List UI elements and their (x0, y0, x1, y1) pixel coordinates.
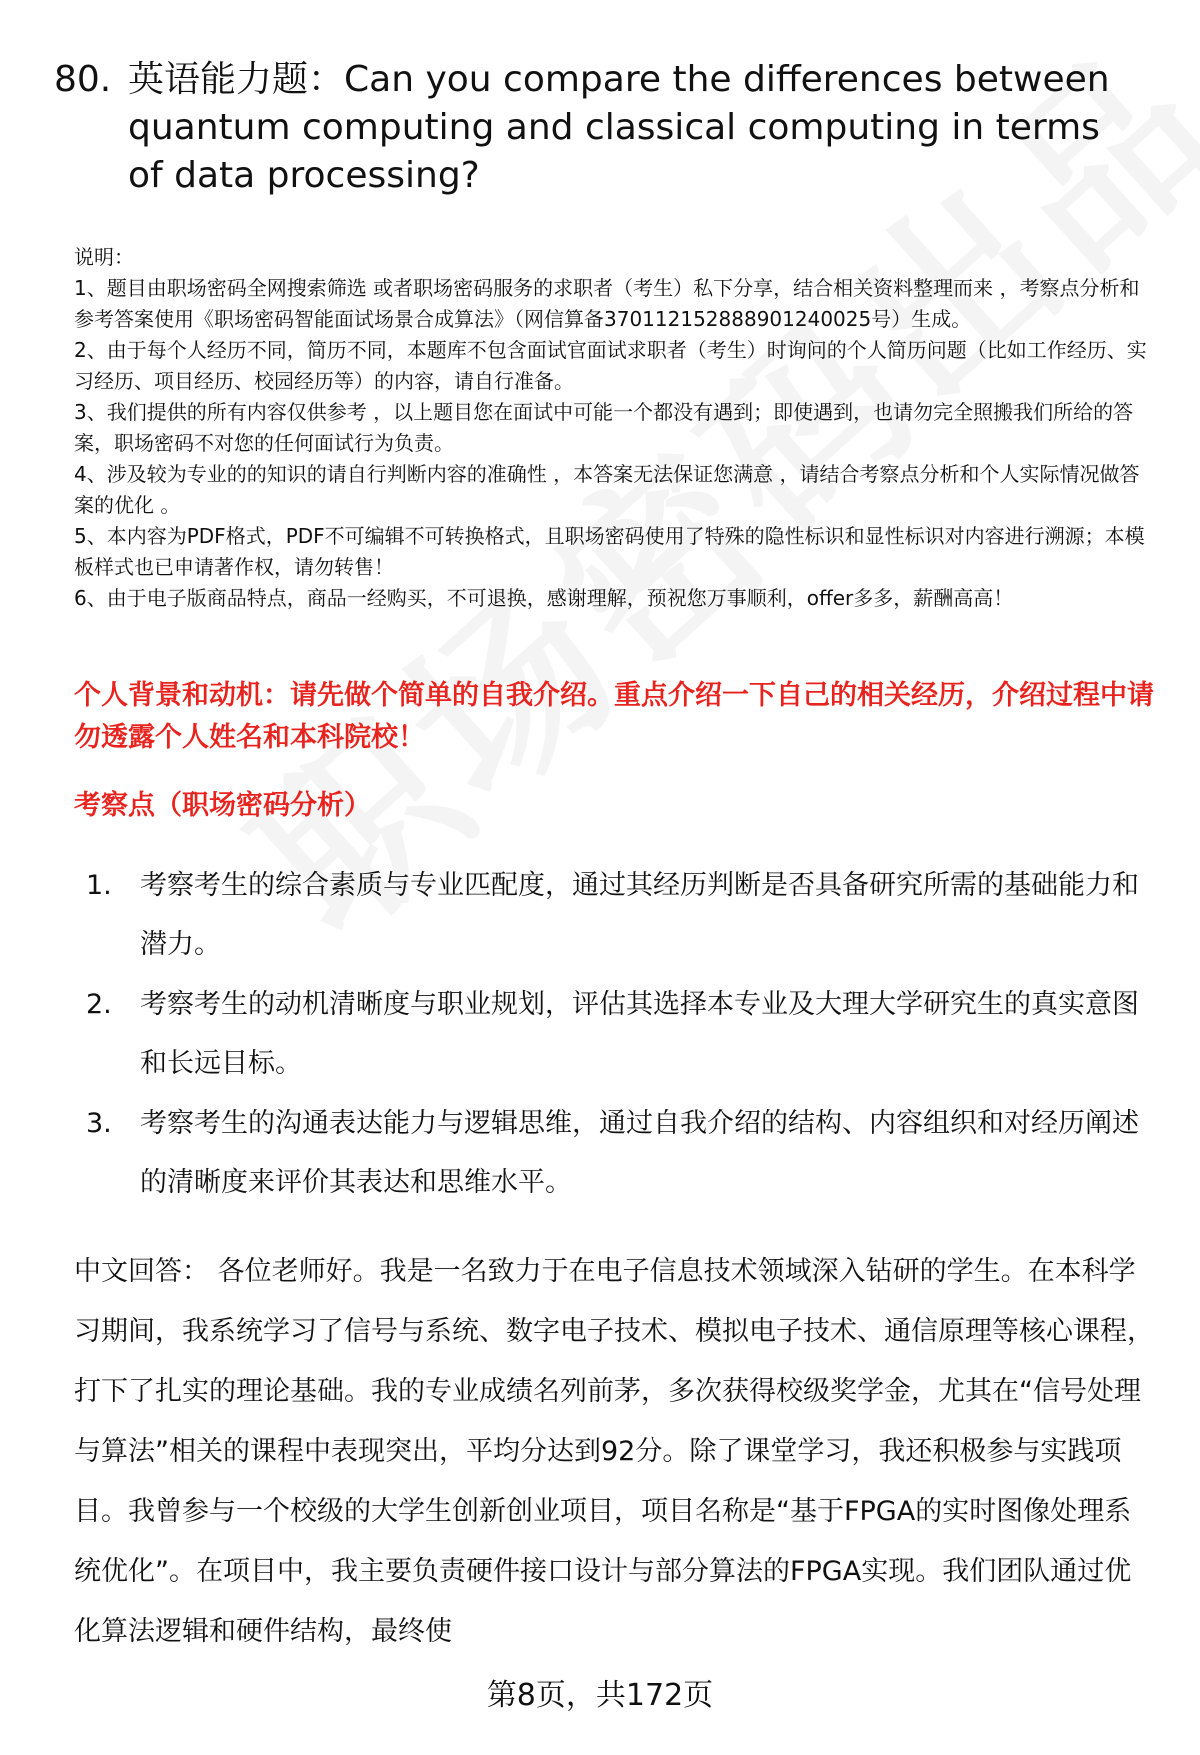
notes-section (74, 242, 1154, 614)
point-text: 考察考生的综合素质与专业匹配度，通过其经历判断是否具备研究所需的基础能力和潜力。 (140, 870, 1139, 960)
note-item: 6、由于电子版商品特点，商品一经购买，不可退换，感谢理解，预祝您万事顺利，offer多多，薪酬高高！ (74, 586, 1014, 610)
question-number: 80. (54, 59, 112, 100)
answer-text: 中文回答： 各位老师好。我是一名致力于在电子信息技术领域深入钻研的学生。在本科学习期间，我系统学习了信号与系统、数字电子技术、模拟电子技术、通信原理等核心课程，打下了扎实的理论基础。我的专业成绩名列前茅，多次获得校级奖学金，尤其在“信号处理与算法”相关的课程中表现突出，平均分达到92分。除了课堂学习，我还积极参与实践项目。我曾参与一个校级的大学生创新创业项目，项目名称是“基于FPGA的实时图像处理系统优化”。在项目中，我主要负责硬件接口设计与部分算法的FPGA实现。我们团队通过优化算法逻辑和硬件结构，最终使 (74, 1256, 1154, 1647)
notes-title: 说明： (74, 245, 134, 269)
point-number: 1. (86, 870, 112, 901)
note-item: 3、我们提供的所有内容仅供参考 ，以上题目您在面试中可能一个都没有遇到；即使遇到，也请勿完全照搬我们所给的答案，职场密码不对您的任何面试行为负责。 (74, 400, 1134, 455)
note-item: 1、题目由职场密码全网搜索筛选 或者职场密码服务的求职者（考生）私下分享，结合相关资料整理而来 ，考察点分析和参考答案使用《职场密码智能面试场景合成算法》（网信算备370112152888901240025号）生成。 (74, 276, 1140, 331)
page-footer: 第8页，共172页 (486, 1678, 714, 1713)
point-number: 2. (86, 989, 112, 1020)
list-item (74, 856, 1154, 974)
list-item (74, 975, 1154, 1093)
point-text: 考察考生的沟通表达能力与逻辑思维，通过自我介绍的结构、内容组织和对经历阐述的清晰度来评价其表达和思维水平。 (140, 1108, 1139, 1198)
point-text: 考察考生的动机清晰度与职业规划，评估其选择本专业及大理大学研究生的真实意图和长远目标。 (140, 989, 1139, 1079)
list-item (74, 1094, 1154, 1212)
points-heading: 考察点（职场密码分析） (74, 790, 371, 821)
note-item: 4、涉及较为专业的的知识的请自行判断内容的准确性 ，本答案无法保证您满意 ，请结合考察点分析和个人实际情况做答案的优化 。 (74, 462, 1140, 517)
point-number: 3. (86, 1108, 112, 1139)
background-heading: 个人背景和动机：请先做个简单的自我介绍。重点介绍一下自己的相关经历，介绍过程中请勿透露个人姓名和本科院校！ (74, 680, 1154, 753)
note-item: 2、由于每个人经历不同，简历不同，本题库不包含面试官面试求职者（考生）时询问的个人简历问题（比如工作经历、实习经历、项目经历、校园经历等）的内容，请自行准备。 (74, 338, 1147, 393)
question-title (54, 56, 1144, 200)
points-list (74, 856, 1154, 1213)
question-text: 英语能力题：Can you compare the differences between quantum computing and classical computing in terms of data processing? (128, 59, 1110, 196)
note-item: 5、本内容为PDF格式，PDF不可编辑不可转换格式，且职场密码使用了特殊的隐性标识和显性标识对内容进行溯源；本模板样式也已申请著作权，请勿转售！ (74, 524, 1145, 579)
